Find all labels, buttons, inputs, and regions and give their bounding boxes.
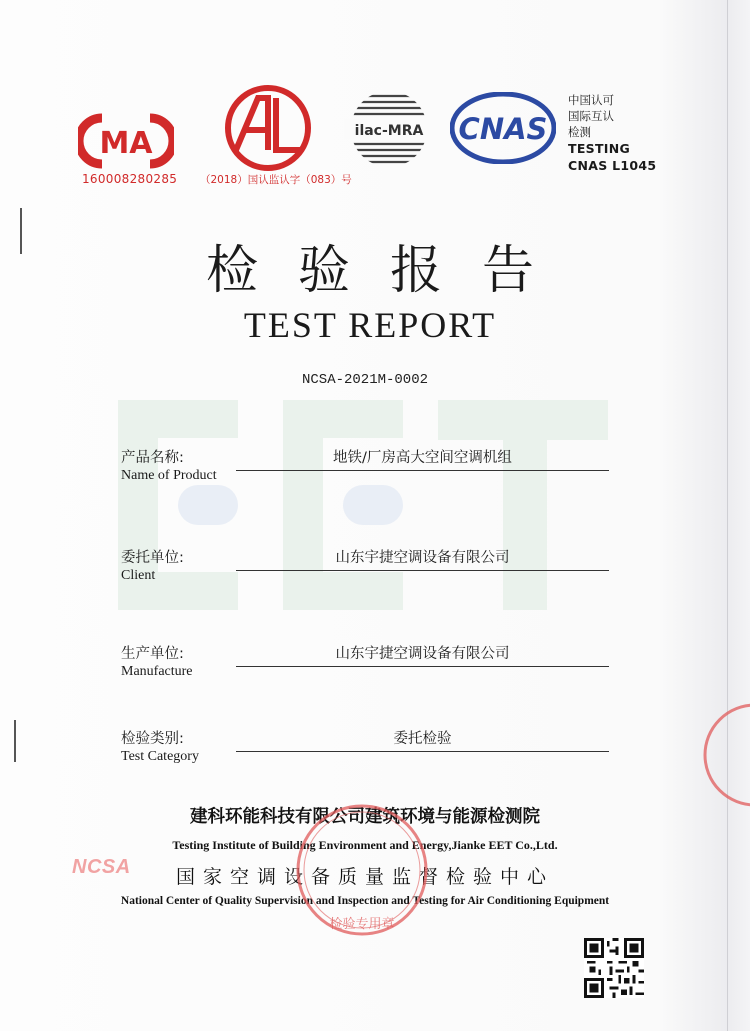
report-number: NCSA-2021M-0002 xyxy=(301,372,429,388)
ilac-mra-text: ilac-MRA xyxy=(354,123,424,139)
cal-code: （2018）国认监认字（083）号 xyxy=(200,174,352,186)
binding-mark xyxy=(20,208,22,254)
ncsa-logo: NCSA xyxy=(72,856,131,878)
field-value: 委托检验 xyxy=(393,731,452,747)
ilac-mra-logo xyxy=(344,88,434,170)
cal-logo xyxy=(218,84,318,172)
field-label-cn: 生产单位: xyxy=(121,646,184,662)
center-name-en: National Center of Quality Supervision and Inspection and Testing for Air Conditioning Equipment xyxy=(120,895,610,907)
cnas-info xyxy=(568,92,656,174)
field-label-cn: 检验类别: xyxy=(121,731,184,747)
field-underline xyxy=(236,751,609,752)
cnas-logo-text: CNAS xyxy=(458,112,548,146)
cnas-cn-line3: 检测 xyxy=(568,125,591,139)
cnas-en-line2: CNAS L1045 xyxy=(568,158,657,173)
center-name-cn: 国家空调设备质量监督检验中心 xyxy=(175,866,554,888)
cnas-cn-line2: 国际互认 xyxy=(568,109,614,123)
page-edge xyxy=(727,0,728,1031)
cnas-cn-line1: 中国认可 xyxy=(568,93,614,107)
cnas-en-line1: TESTING xyxy=(568,141,631,156)
binding-mark xyxy=(14,720,16,762)
seal-text: 检验专用章 xyxy=(329,917,395,932)
field-label-en: Client xyxy=(121,568,156,583)
field-value: 山东宇捷空调设备有限公司 xyxy=(335,646,510,662)
field-label-en: Test Category xyxy=(121,749,199,764)
field-label-cn: 委托单位: xyxy=(121,550,184,566)
cnas-logo xyxy=(450,92,556,164)
field-underline xyxy=(236,570,609,571)
field-underline xyxy=(236,666,609,667)
cma-logo-text: MA xyxy=(99,126,153,161)
institute-name-en: Testing Institute of Building Environment and Energy,Jianke EET Co.,Ltd. xyxy=(172,838,558,852)
field-label-en: Manufacture xyxy=(121,664,193,679)
field-label-en: Name of Product xyxy=(121,468,217,483)
cma-code: 160008280285 xyxy=(82,172,178,186)
edge-seal-stamp xyxy=(700,700,750,810)
cma-logo xyxy=(78,112,174,170)
field-label-cn: 产品名称: xyxy=(121,450,184,466)
field-value: 山东宇捷空调设备有限公司 xyxy=(335,550,510,566)
institute-name-cn: 建科环能科技有限公司建筑环境与能源检测院 xyxy=(190,807,540,827)
official-seal-stamp xyxy=(292,800,432,940)
qr-code xyxy=(584,938,644,998)
field-underline xyxy=(236,470,609,471)
report-title-en: TEST REPORT xyxy=(243,305,497,345)
field-value: 地铁/厂房高大空间空调机组 xyxy=(333,450,512,466)
report-title-cn: 检验报告 xyxy=(205,241,574,301)
